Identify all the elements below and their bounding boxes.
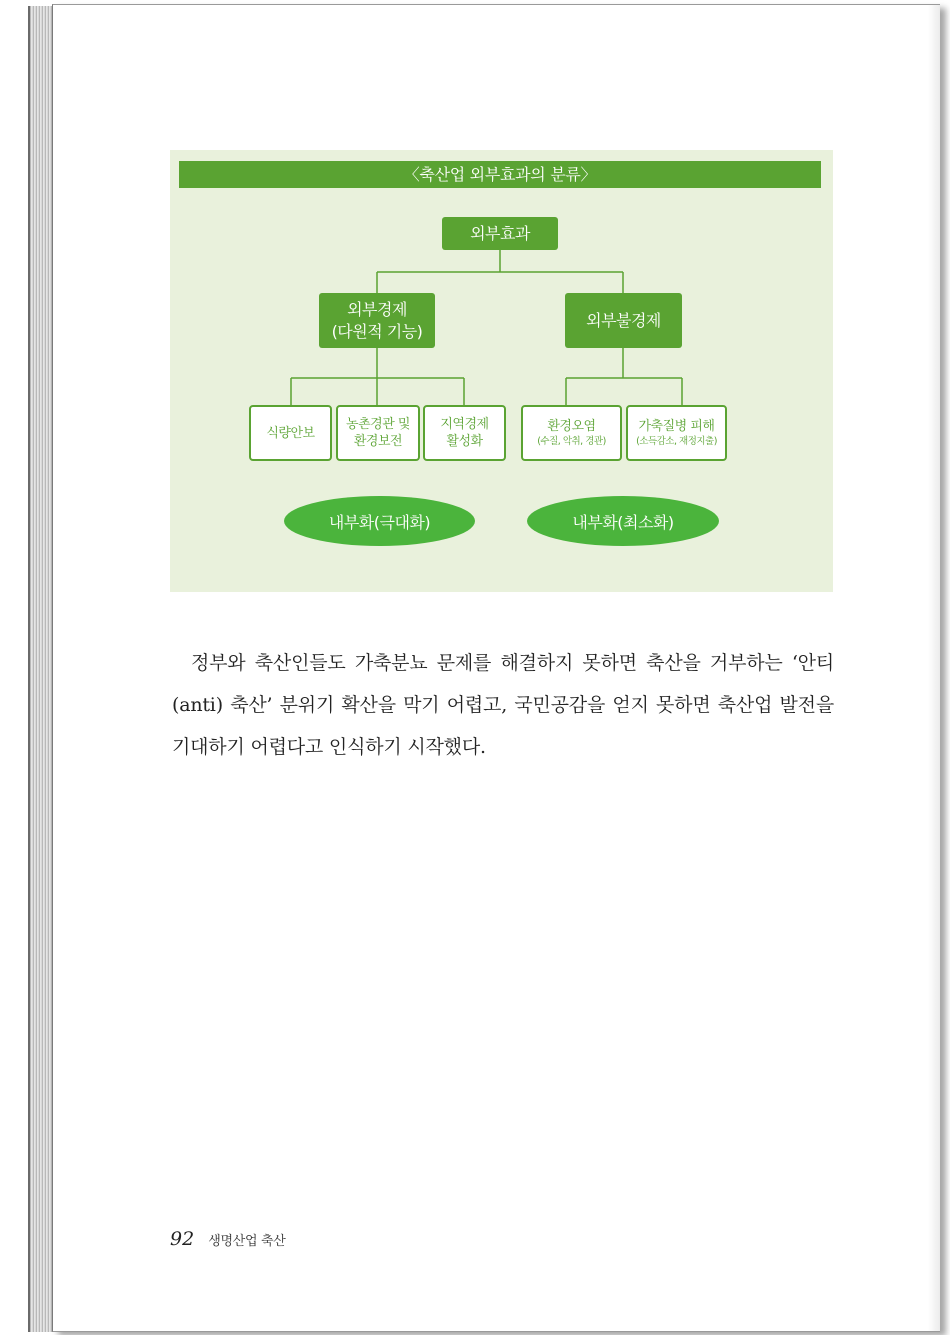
node-positive-externality-line2: (다원적 기능) [331,321,423,341]
page-footer [170,1228,286,1252]
leaf-regional-economy [423,405,506,461]
leaf-food-security-label: 식량안보 [266,425,315,441]
figure-title: 〈축산업 외부효과의 분류〉 [179,161,821,188]
running-title: 생명산업 축산 [208,1234,286,1249]
page-number: 92 [170,1228,195,1250]
leaf-rural-landscape-line1: 농촌경관 및 [346,417,410,432]
node-negative-externality [565,293,682,348]
page-shadow [928,5,940,1331]
leaf-livestock-disease-line1: 가축질병 피해 [638,419,715,434]
leaf-environmental-pollution-line1: 환경오염 [547,419,596,434]
leaf-rural-landscape-line2: 환경보전 [353,434,403,449]
leaf-rural-landscape [336,405,420,461]
book-page-stack [28,6,54,1332]
node-positive-externality-line1: 외부경제 [347,299,407,319]
leaf-environmental-pollution [521,405,622,461]
outcome-internalize-maximize-label: 내부화(극대화) [328,512,431,532]
node-negative-externality-label: 외부불경제 [586,310,661,330]
outcome-internalize-minimize-label: 내부화(최소화) [572,512,674,532]
leaf-regional-economy-line1: 지역경제 [440,417,489,432]
outcome-internalize-maximize [284,496,475,546]
leaf-regional-economy-line2: 활성화 [446,434,483,449]
root-node-externality [442,217,558,250]
leaf-livestock-disease-sub: (소득감소, 재정지출) [636,436,717,447]
leaf-livestock-disease [626,405,727,461]
root-node-label: 외부효과 [470,223,530,243]
outcome-internalize-minimize [527,496,719,546]
leaf-environmental-pollution-sub: (수질, 악취, 경관) [537,436,606,447]
body-paragraph: 정부와 축산인들도 가축분뇨 문제를 해결하지 못하면 축산을 거부하는 ‘안티(anti) 축산’ 분위기 확산을 막기 어렵고, 국민공감을 얻지 못하면 축산업 발전을 기대하기 어렵다고 인식하기 시작했다. [172,652,834,758]
leaf-food-security [249,405,332,461]
node-positive-externality [319,293,435,348]
externality-classification-figure [170,150,833,592]
